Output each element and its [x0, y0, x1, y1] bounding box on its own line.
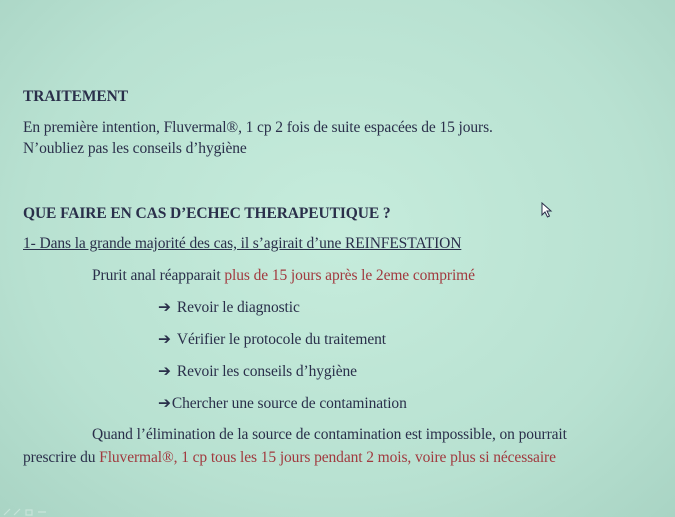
action-label: Chercher une source de contamination [171, 395, 407, 412]
point-reinfestation: 1- Dans la grande majorité des cas, il s’agirait d’une REINFESTATION [23, 235, 462, 252]
presentation-toolbar-icon[interactable] [2, 507, 82, 517]
heading-traitement: TRAITEMENT [23, 88, 128, 105]
action-item [158, 394, 407, 413]
action-label: Revoir les conseils d’hygiène [176, 363, 357, 380]
treatment-line-1: En première intention, Fluvermal®, 1 cp 2 fois de suite espacées de 15 jours. [23, 119, 493, 136]
mouse-cursor-icon [541, 202, 553, 218]
closing-line-2 [23, 449, 556, 467]
closing-highlight: Fluvermal®, 1 cp tous les 15 jours pendant 2 mois, voire plus si nécessaire [99, 449, 556, 466]
action-label: Vérifier le protocole du traitement [176, 331, 386, 348]
closing-prefix: prescrire du [23, 449, 100, 466]
closing-line-1: Quand l’élimination de la source de contamination est impossible, on pourrait [92, 426, 567, 443]
arrow-right-icon: ➔ [158, 299, 171, 316]
arrow-right-icon: ➔ [158, 331, 171, 348]
treatment-line-2: N’oubliez pas les conseils d’hygiène [23, 140, 247, 157]
action-item [158, 362, 357, 381]
arrow-right-icon: ➔ [158, 395, 171, 412]
heading-echec: QUE FAIRE EN CAS D’ECHEC THERAPEUTIQUE ? [23, 205, 391, 222]
pruritus-highlight: plus de 15 jours après le 2eme comprimé [224, 267, 475, 284]
pruritus-line [92, 267, 475, 285]
action-item [158, 330, 386, 349]
pruritus-prefix: Prurit anal réapparait [92, 267, 225, 284]
action-label: Revoir le diagnostic [176, 299, 300, 316]
action-item [158, 298, 300, 317]
arrow-right-icon: ➔ [158, 363, 171, 380]
